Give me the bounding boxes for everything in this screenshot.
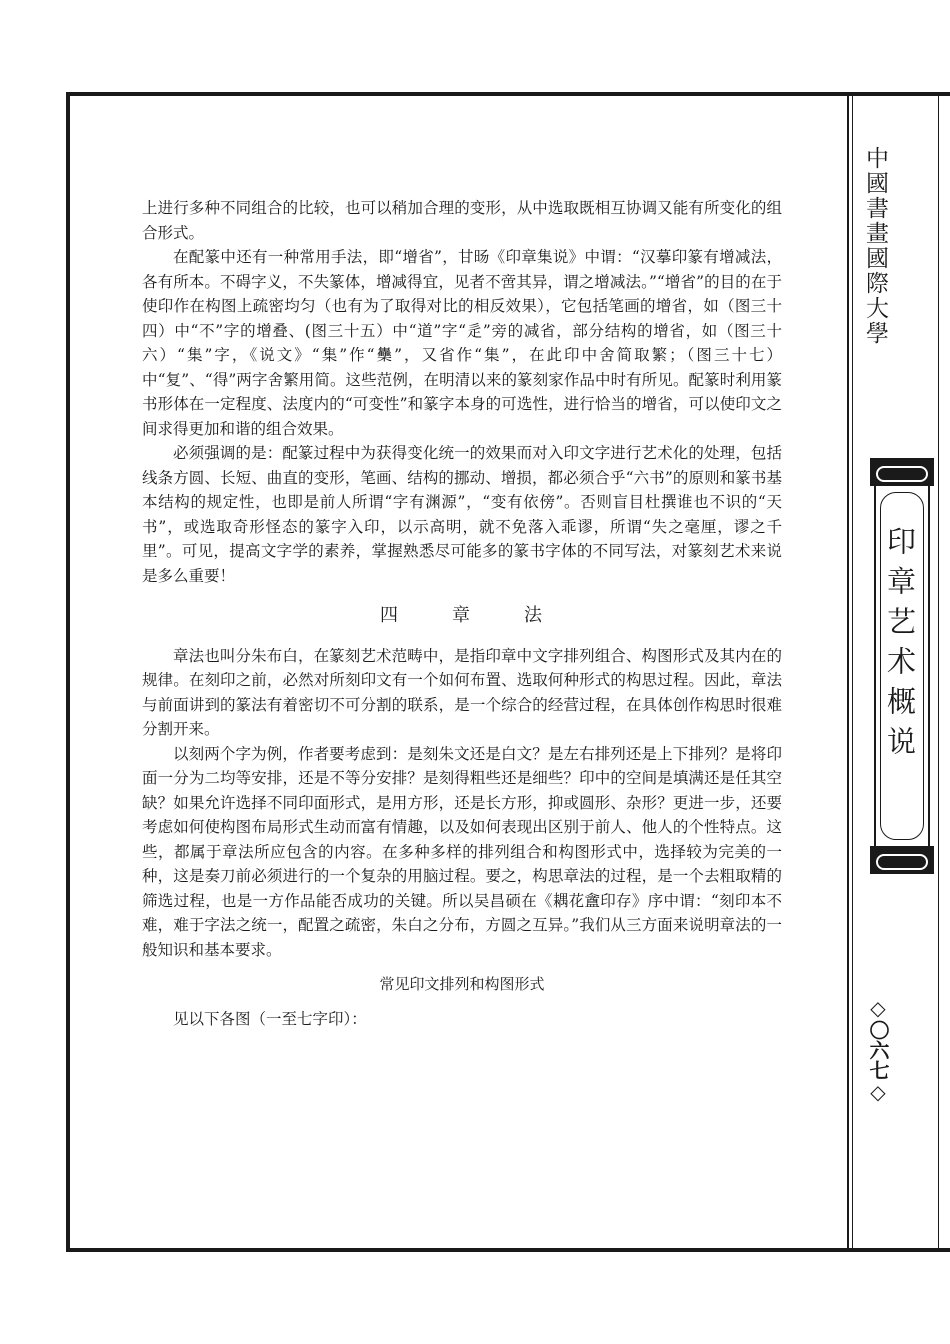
- section-heading: [142, 604, 782, 629]
- book-title: 印章艺术概说: [883, 526, 917, 766]
- section-heading-char: 章: [452, 605, 472, 626]
- subheading: 常见印文排列和构图形式: [379, 975, 545, 993]
- page-number: ◇〇六七◇: [866, 996, 890, 1104]
- side-rule: [938, 94, 939, 1250]
- title-cap-top: [870, 458, 934, 486]
- section-heading-char: 四: [380, 605, 400, 626]
- body-text: [142, 196, 782, 1031]
- paragraph: 章法也叫分朱布白，在篆刻艺术范畴中，是指印章中文字排列组合、构图形式及其内在的规律。在刻印之前，必然对所刻印文有一个如何布置、选取何种形式的构思过程。因此，章法与前面讲到的篆法有着密切不可分割的联系，是一个综合的经营过程，在具体创作构思时很难分割开来。: [142, 646, 782, 738]
- series-title: 中國書畫國際大學: [862, 146, 888, 346]
- side-rule: [852, 94, 853, 1250]
- section-heading-char: 法: [524, 605, 544, 626]
- paragraph: 上进行多种不同组合的比较，也可以稍加合理的变形，从中选取既相互协调又能有所变化的组合形式。: [142, 199, 782, 242]
- paragraph: 必须强调的是：配篆过程中为获得变化统一的效果而对入印文字进行艺术化的处理，包括线条方圆、长短、曲直的变形，笔画、结构的挪动、增损，都必须合乎“六书”的原则和篆书基本结构的规定性，也即是前人所谓“字有渊源”，“变有依傍”。否则盲目杜撰谁也不识的“天书”，或选取奇形怪态的篆字入印，以示高明，就不免落入乖谬，所谓“失之毫厘，谬之千里”。可见，提高文字学的素养，掌握熟悉尽可能多的篆书字体的不同写法，对篆刻艺术来说是多么重要！: [142, 444, 782, 585]
- paragraph: 以刻两个字为例，作者要考虑到：是刻朱文还是白文？是左右排列还是上下排列？是将印面一分为二均等安排，还是不等分安排？是刻得粗些还是细些？印中的空间是填满还是任其空缺？如果允许选择不同印面形式，是用方形，还是长方形，抑或圆形、杂形？更进一步，还要考虑如何使构图布局形式生动而富有情趣，以及如何表现出区别于前人、他人的个性特点。这些，都属于章法所应包含的内容。在多种多样的排列组合和构图形式中，选择较为完美的一种，这是奏刀前必须进行的一个复杂的用脑过程。要之，构思章法的过程，是一个去粗取精的筛选过程，也是一方作品能否成功的关键。所以吴昌硕在《耦花盦印存》序中谓：“刻印本不难，难于字法之统一，配置之疏密，朱白之分布，方圆之互异。”我们从三方面来说明章法的一般知识和基本要求。: [142, 744, 782, 959]
- side-rule: [847, 94, 849, 1250]
- closing-line: 见以下各图（一至七字印）：: [173, 1009, 367, 1028]
- title-cap-bottom: [870, 846, 934, 874]
- paragraph: 在配篆中还有一种常用手法，即“增省”，甘旸《印章集说》中谓：“汉摹印篆有增减法，各有所本。不碍字义，不失篆体，增减得宜，见者不啻其异，谓之增减法。”“增省”的目的在于使印作在构图上疏密均匀（也有为了取得对比的相反效果），它包括笔画的增省，如（图三十四）中“不”字的增叠、(图三十五）中“道”字“辵”旁的减省，部分结构的增省，如（图三十六）“集”字，《说文》“集”作“雧”，又省作“集”，在此印中舍简取繁；（图三十七）中“复”、“得”两字舍繁用简。这些范例，在明清以来的篆刻家作品中时有所见。配篆时利用篆书形体在一定程度、法度内的“可变性”和篆字本身的可选性，进行恰当的增省，可以使印文之间求得更加和谐的组合效果。: [142, 248, 782, 438]
